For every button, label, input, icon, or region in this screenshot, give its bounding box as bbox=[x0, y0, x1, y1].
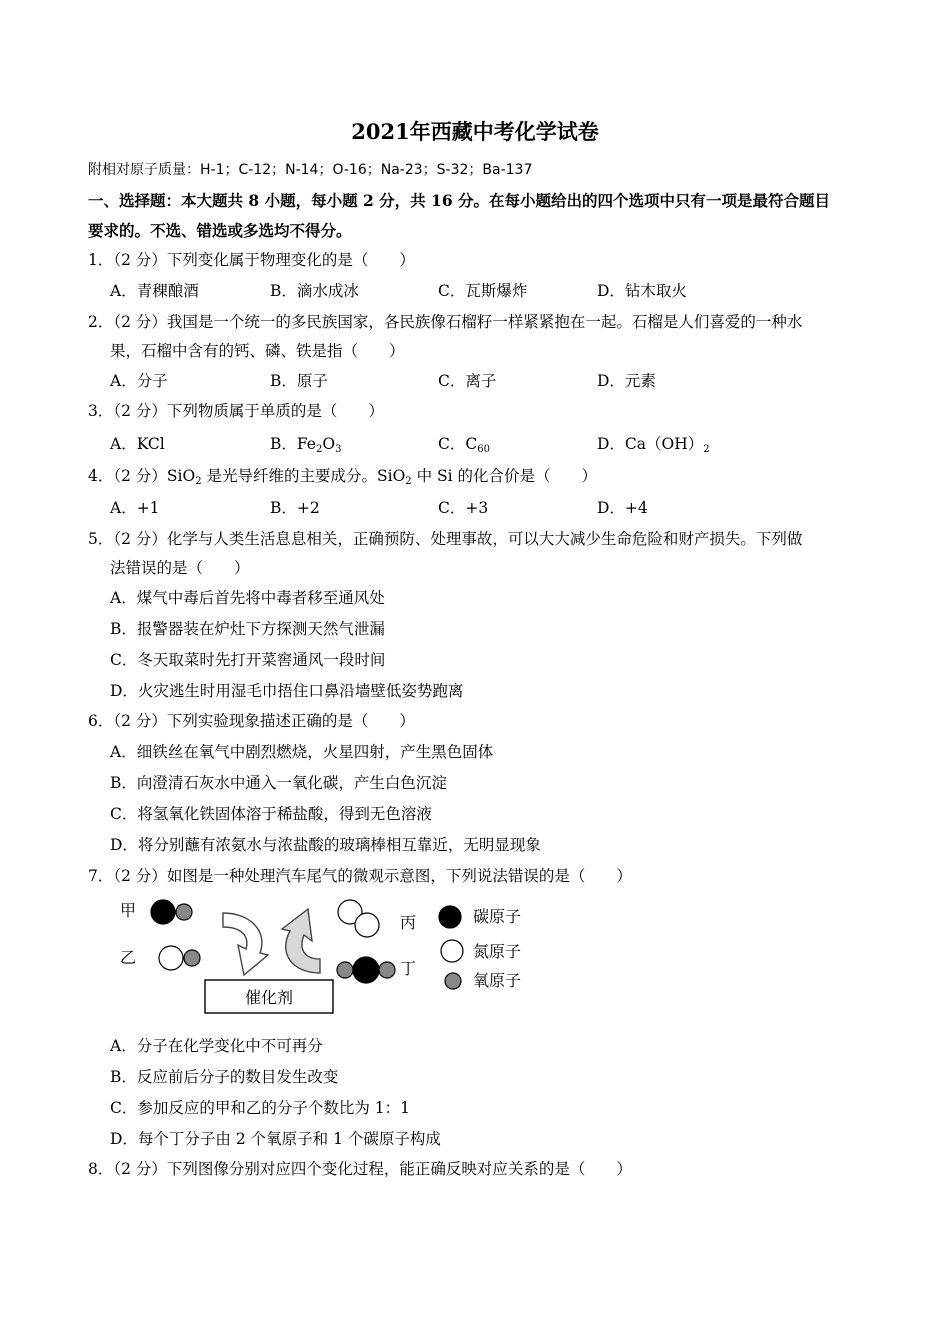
question-5-stem-line2: 法错误的是（ ） bbox=[110, 559, 250, 577]
q4-option-c: C．+3 bbox=[438, 499, 489, 517]
q4-option-b: B．+2 bbox=[270, 499, 320, 517]
question-6-stem: 6．（2 分）下列实验现象描述正确的是（ ） bbox=[88, 712, 415, 730]
q3-option-b: B．$Fe_2O_3$ bbox=[270, 435, 342, 455]
legend-oxygen-icon bbox=[445, 973, 461, 989]
reaction-diagram bbox=[110, 893, 540, 1018]
nitrogen-atom bbox=[159, 946, 183, 970]
q1-option-d: D．钻木取火 bbox=[597, 282, 687, 300]
label-ding: 丁 bbox=[400, 959, 417, 978]
nitrogen-atom bbox=[355, 913, 379, 937]
q5-option-b: B．报警器装在炉灶下方探测天然气泄漏 bbox=[110, 620, 385, 638]
q6-option-a: A．细铁丝在氧气中剧烈燃烧，火星四射，产生黑色固体 bbox=[110, 743, 494, 761]
carbon-atom bbox=[151, 900, 175, 924]
q5-option-c: C．冬天取菜时先打开菜窖通风一段时间 bbox=[110, 651, 386, 669]
q2-option-b: B．原子 bbox=[270, 372, 328, 390]
legend-nitrogen-icon bbox=[441, 940, 463, 962]
legend-nitrogen-label: 氮原子 bbox=[473, 942, 522, 961]
section-heading-line1: 一、选择题：本大题共 8 小题，每小题 2 分，共 16 分。在每小题给出的四个选项中只有一项是最符合题目 bbox=[88, 191, 831, 210]
q3-option-c: C．$C_{60}$ bbox=[438, 435, 490, 455]
q7-option-d: D．每个丁分子由 2 个氧原子和 1 个碳原子构成 bbox=[110, 1130, 441, 1148]
q6-option-b: B．向澄清石灰水中通入一氧化碳，产生白色沉淀 bbox=[110, 774, 447, 792]
q1-option-a: A．青稞酿酒 bbox=[110, 282, 199, 300]
q7-option-c: C．参加反应的甲和乙的分子个数比为 1：1 bbox=[110, 1099, 411, 1117]
section-heading-line2: 要求的。不选、错选或多选均不得分。 bbox=[88, 221, 352, 240]
question-2-stem-line1: 2．（2 分）我国是一个统一的多民族国家，各民族像石榴籽一样紧紧抱在一起。石榴是人们喜爱的一种水 bbox=[88, 313, 803, 331]
question-7-stem: 7．（2 分）如图是一种处理汽车尾气的微观示意图，下列说法错误的是（ ） bbox=[88, 867, 632, 885]
catalyst-label: 催化剂 bbox=[244, 988, 294, 1007]
q7-option-b: B．反应前后分子的数目发生改变 bbox=[110, 1068, 339, 1086]
question-1-stem: 1．（2 分）下列变化属于物理变化的是（ ） bbox=[88, 251, 415, 269]
q2-option-a: A．分子 bbox=[110, 372, 168, 390]
q3-option-d: D．$Ca(OH)_2$ bbox=[597, 435, 710, 455]
q4-option-d: D．+4 bbox=[597, 499, 648, 517]
oxygen-atom bbox=[176, 904, 192, 920]
q2-option-c: C．离子 bbox=[438, 372, 497, 390]
q2-option-d: D．元素 bbox=[597, 372, 656, 390]
q5-option-d: D．火灾逃生时用湿毛巾捂住口鼻沿墙壁低姿势跑离 bbox=[110, 682, 464, 700]
legend-carbon-label: 碳原子 bbox=[473, 907, 522, 926]
label-yi: 乙 bbox=[120, 948, 137, 967]
question-2-stem-line2: 果，石榴中含有的钙、磷、铁是指（ ） bbox=[110, 342, 405, 360]
q1-option-b: B．滴水成冰 bbox=[270, 282, 359, 300]
label-jia: 甲 bbox=[120, 901, 137, 920]
question-3-stem: 3．（2 分）下列物质属于单质的是（ ） bbox=[88, 402, 384, 420]
q7-option-a: A．分子在化学变化中不可再分 bbox=[110, 1037, 323, 1055]
page-title: 2021年西藏中考化学试卷 bbox=[351, 119, 599, 144]
carbon-atom bbox=[353, 957, 379, 983]
oxygen-atom bbox=[379, 962, 395, 978]
question-5-stem-line1: 5．（2 分）化学与人类生活息息相关，正确预防、处理事故，可以大大减少生命危险和财产损失。下列做 bbox=[88, 530, 803, 548]
legend-oxygen-label: 氧原子 bbox=[473, 971, 522, 990]
q1-option-c: C．瓦斯爆炸 bbox=[438, 282, 528, 300]
oxygen-atom bbox=[337, 962, 353, 978]
label-bing: 丙 bbox=[400, 913, 417, 932]
q6-option-d: D．将分别蘸有浓氨水与浓盐酸的玻璃棒相互靠近，无明显现象 bbox=[110, 836, 541, 854]
q4-option-a: A．+1 bbox=[110, 499, 160, 517]
q6-option-c: C．将氢氧化铁固体溶于稀盐酸，得到无色溶液 bbox=[110, 805, 432, 823]
q3-option-a: A．KCl bbox=[110, 435, 165, 453]
q5-option-a: A．煤气中毒后首先将中毒者移至通风处 bbox=[110, 589, 385, 607]
question-4-stem: 4．（2 分）SiO$_2$ 是光导纤维的主要成分。SiO$_2$ 中 Si 的化合价是（ ） bbox=[88, 467, 598, 487]
curved-arrow-icon bbox=[223, 913, 268, 975]
curved-arrow-icon bbox=[282, 909, 320, 973]
legend-carbon-icon bbox=[439, 906, 461, 928]
question-8-stem: 8．（2 分）下列图像分别对应四个变化过程，能正确反映对应关系的是（ ） bbox=[88, 1160, 632, 1178]
atomic-mass-line: 附相对原子质量：H-1；C-12；N-14；O-16；Na-23；S-32；Ba-137 bbox=[88, 162, 533, 178]
oxygen-atom bbox=[184, 950, 200, 966]
